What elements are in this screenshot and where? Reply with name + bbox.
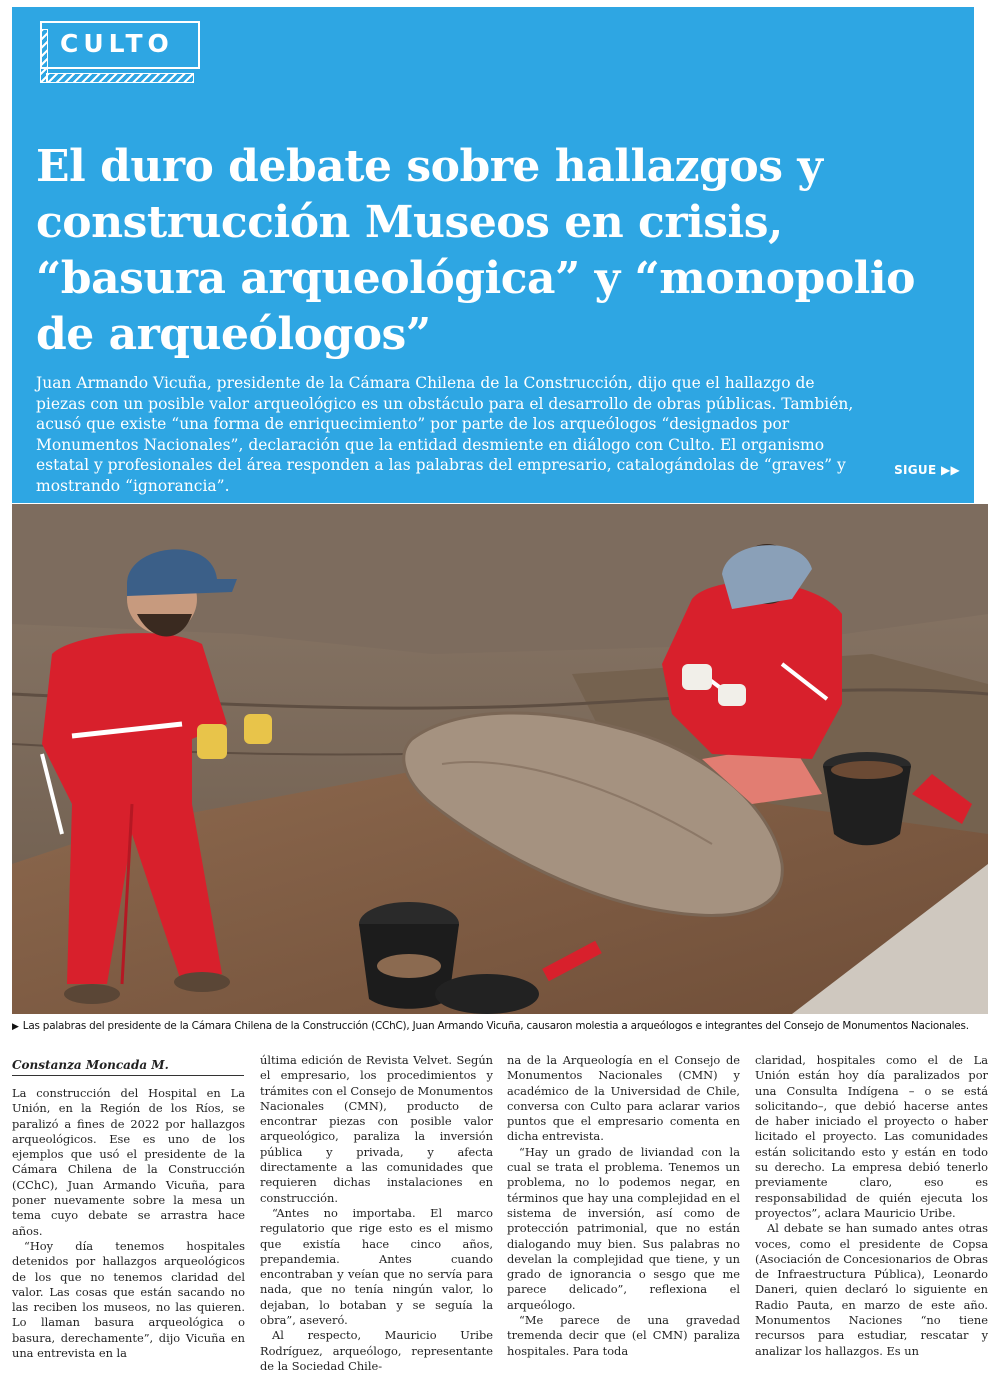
photo-caption <box>12 1020 988 1032</box>
caption-triangle-icon: ▶ <box>12 1022 19 1032</box>
paragraph: Al debate se han sumado antes otras voces, como el presidente de Copsa (Asociación de Concesionarios de Obras de Infraestructura Pública), Leonardo Daneri, quien declaró lo siguiente en Radio Pauta, en marzo de este año. Monumentos Naciones “no tiene recursos para estudiar, rescatar y analizar los hallazgos. Es un <box>755 1221 988 1358</box>
article-column-4 <box>755 1053 988 1359</box>
byline: Constanza Moncada M. <box>12 1058 244 1076</box>
paragraph: na de la Arqueología en el Consejo de Monumentos Nacionales (CMN) y académico de la Universidad de Chile, conversa con Culto para aclarar varios puntos que el empresario comenta en dicha entrevista. <box>507 1053 740 1144</box>
lead-paragraph: Juan Armando Vicuña, presidente de la Cámara Chilena de la Construcción, dijo que el hallazgo de piezas con un posible valor arqueológico es un obstáculo para el desarrollo de obras públicas. También, acusó que existe “una forma de enriquecimiento” por parte de los arqueólogos “designados por Monumentos Nacionales”, declaración que la entidad desmiente en diálogo con Culto. El organismo estatal y profesionales del área responden a las palabras del empresario, catalogándolas de “graves” y mostrando “ignorancia”. <box>36 374 854 495</box>
paragraph: “Hoy día tenemos hospitales detenidos por hallazgos arqueológicos de los que no tenemos claridad del valor. Las cosas que están sacando no las reciben los museos, no las quieren. Lo llaman basura arqueológica o basura, derechamente”, dijo Vicuña en una entrevista en la <box>12 1238 245 1361</box>
bucket-soil <box>831 761 903 779</box>
paragraph: última edición de Revista Velvet. Según el empresario, los procedimientos y trámites con el Consejo de Monumentos Nacionales (CMN), producto de encontrar piezas con posible valor arqueológico, paraliza la inversión pública y privada, y afecta directamente a las comunidades que requieren dichas instalaciones en construcción. <box>260 1053 493 1205</box>
headline: El duro debate sobre hallazgos y construcción Museos en crisis, “basura arqueológica” y “monopolio de arqueólogos” <box>36 141 915 360</box>
bucket-bottom-center <box>435 974 539 1014</box>
section-tag <box>40 21 210 83</box>
excavation-illustration <box>12 504 988 1014</box>
article-column-2 <box>260 1053 493 1374</box>
caption-text: Las palabras del presidente de la Cámara Chilena de la Construcción (CChC), Juan Armando Vicuña, causaron molestia a arqueólogos e integrantes del Consejo de Monumentos Nacionales. <box>22 1020 969 1032</box>
paragraph: Al respecto, Mauricio Uribe Rodríguez, arqueólogo, representante de la Sociedad Chile- <box>260 1328 493 1373</box>
excavation-photo <box>12 504 988 1014</box>
paragraph: “Antes no importaba. El marco regulatorio que rige esto es el mismo que existía hace cinco años, prepandemia. Antes cuando encontraban y veían que no servía para nada, que no tenía ningún valor, lo dejaban, lo botaban y se seguía la obra”, aseveró. <box>260 1205 493 1328</box>
article-column-3 <box>507 1053 740 1359</box>
article-column-1 <box>12 1086 245 1361</box>
paragraph: “Me parece de una gravedad tremenda decir que (el CMN) paraliza hospitales. Para toda <box>507 1313 740 1358</box>
paragraph: claridad, hospitales como el de La Unión están hoy día paralizados por una Consulta Indígena – o se está solicitando–, que debió hacerse antes de haber iniciado el proyecto o haber licitado el proyecto. Las comunidades están solicitando esto y están en todo su derecho. La empresa debió tenerlo previamente claro, eso es responsabilidad de quién ejecuta los proyectos”, aclara Mauricio Uribe. <box>755 1053 988 1220</box>
section-label: CULTO <box>60 29 174 58</box>
continue-marker: SIGUE ▶▶ <box>894 463 960 477</box>
paragraph: “Hay un grado de liviandad con la cual se trata el problema. Tenemos un problema, no lo podemos negar, en términos que hay una complejidad en el sistema de inversión, así como de protección patrimonial, que no están dialogando muy bien. Sus palabras no develan la complejidad que tiene, y un grado de ignorancia o sesgo que me parece delicado”, reflexiona el arqueólogo. <box>507 1144 740 1312</box>
paragraph: La construcción del Hospital en La Unión, en la Región de los Ríos, se paralizó a fines de 2022 por hallazgos arqueológicos. Ese es uno de los ejemplos que usó el presidente de la Cámara Chilena de la Construcción (CChC), Juan Armando Vicuña, para poner nuevamente sobre la mesa un tema cuyo debate se arrastra hace años. <box>12 1086 245 1238</box>
section-tag-hatch-bottom <box>46 73 194 83</box>
bucket-soil <box>377 954 441 978</box>
header-banner <box>12 7 974 503</box>
